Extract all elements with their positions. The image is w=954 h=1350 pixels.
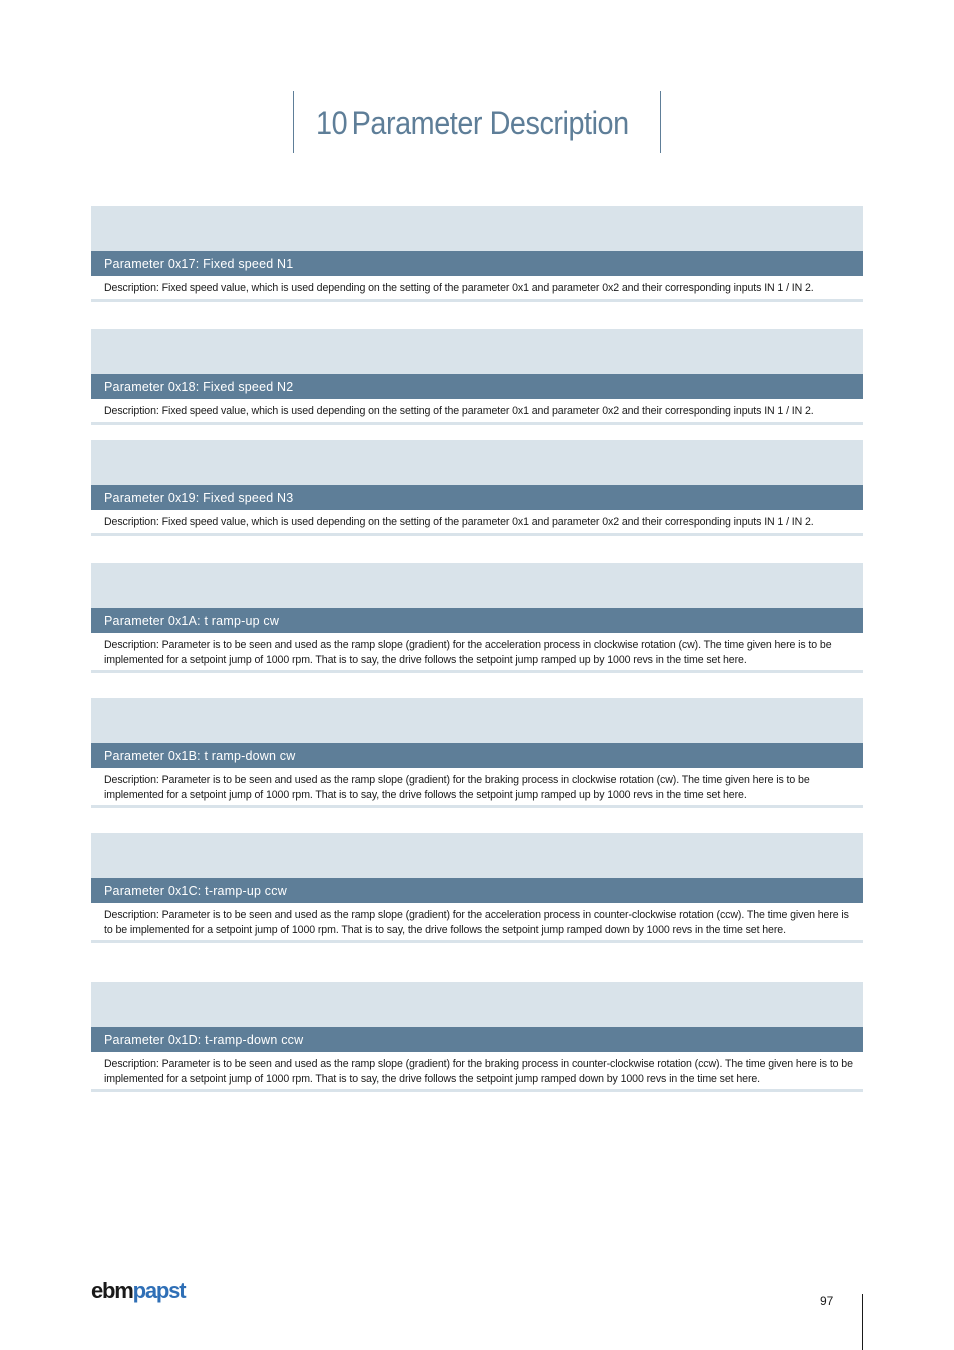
parameter-description: Description: Parameter is to be seen and used as the ramp slope (gradient) for the acceleration process in clockwise rotation (cw). The time given here is to be implemented for a setpoint jump of 1000 rpm. That is to say, the drive follows the setpoint jump ramped up by 1000 revs in the time set here. bbox=[91, 633, 863, 673]
parameter-description: Description: Fixed speed value, which is used depending on the setting of the parameter 0x1 and parameter 0x2 and their corresponding inputs IN 1 / IN 2. bbox=[91, 510, 863, 536]
parameter-title: Parameter 0x17: Fixed speed N1 bbox=[91, 251, 863, 276]
page-number: 97 bbox=[820, 1294, 834, 1308]
parameter-block-0x19 bbox=[91, 440, 863, 536]
ebmpapst-logo bbox=[91, 1278, 185, 1304]
parameter-title: Parameter 0x18: Fixed speed N2 bbox=[91, 374, 863, 399]
parameter-title: Parameter 0x19: Fixed speed N3 bbox=[91, 485, 863, 510]
page-number-rule bbox=[862, 1294, 863, 1350]
parameter-spacer bbox=[91, 833, 863, 878]
parameter-spacer bbox=[91, 563, 863, 608]
parameter-block-0x1C bbox=[91, 833, 863, 943]
parameter-description: Description: Fixed speed value, which is used depending on the setting of the parameter 0x1 and parameter 0x2 and their corresponding inputs IN 1 / IN 2. bbox=[91, 276, 863, 302]
parameter-block-0x17 bbox=[91, 206, 863, 302]
parameter-block-0x18 bbox=[91, 329, 863, 425]
parameter-title: Parameter 0x1D: t-ramp-down ccw bbox=[91, 1027, 863, 1052]
logo-papst: papst bbox=[132, 1278, 186, 1303]
parameter-spacer bbox=[91, 982, 863, 1027]
chapter-title-text: Parameter Description bbox=[351, 105, 629, 141]
parameter-spacer bbox=[91, 698, 863, 743]
parameter-spacer bbox=[91, 206, 863, 251]
parameter-block-0x1A bbox=[91, 563, 863, 673]
parameter-title: Parameter 0x1C: t-ramp-up ccw bbox=[91, 878, 863, 903]
chapter-number: 10 bbox=[316, 105, 348, 141]
parameter-description: Description: Fixed speed value, which is used depending on the setting of the parameter 0x1 and parameter 0x2 and their corresponding inputs IN 1 / IN 2. bbox=[91, 399, 863, 425]
parameter-description: Description: Parameter is to be seen and used as the ramp slope (gradient) for the acceleration process in counter-clockwise rotation (ccw). The time given here is to be implemented for a setpoint jump of 1000 rpm. That is to say, the drive follows the setpoint jump ramped down by 1000 revs in the time set here. bbox=[91, 903, 863, 943]
parameter-spacer bbox=[91, 329, 863, 374]
parameter-block-0x1D bbox=[91, 982, 863, 1092]
parameter-title: Parameter 0x1B: t ramp-down cw bbox=[91, 743, 863, 768]
parameter-description: Description: Parameter is to be seen and used as the ramp slope (gradient) for the braking process in clockwise rotation (cw). The time given here is to be implemented for a setpoint jump of 1000 rpm. That is to say, the drive follows the setpoint jump ramped up by 1000 revs in the time set here. bbox=[91, 768, 863, 808]
parameter-description: Description: Parameter is to be seen and used as the ramp slope (gradient) for the braking process in counter-clockwise rotation (ccw). The time given here is to be implemented for a setpoint jump of 1000 rpm. That is to say, the drive follows the setpoint jump ramped down by 1000 revs in the time set here. bbox=[91, 1052, 863, 1092]
chapter-title bbox=[316, 105, 629, 142]
parameter-spacer bbox=[91, 440, 863, 485]
chapter-header bbox=[293, 91, 661, 153]
parameter-block-0x1B bbox=[91, 698, 863, 808]
parameter-title: Parameter 0x1A: t ramp-up cw bbox=[91, 608, 863, 633]
logo-ebm: ebm bbox=[91, 1278, 133, 1303]
